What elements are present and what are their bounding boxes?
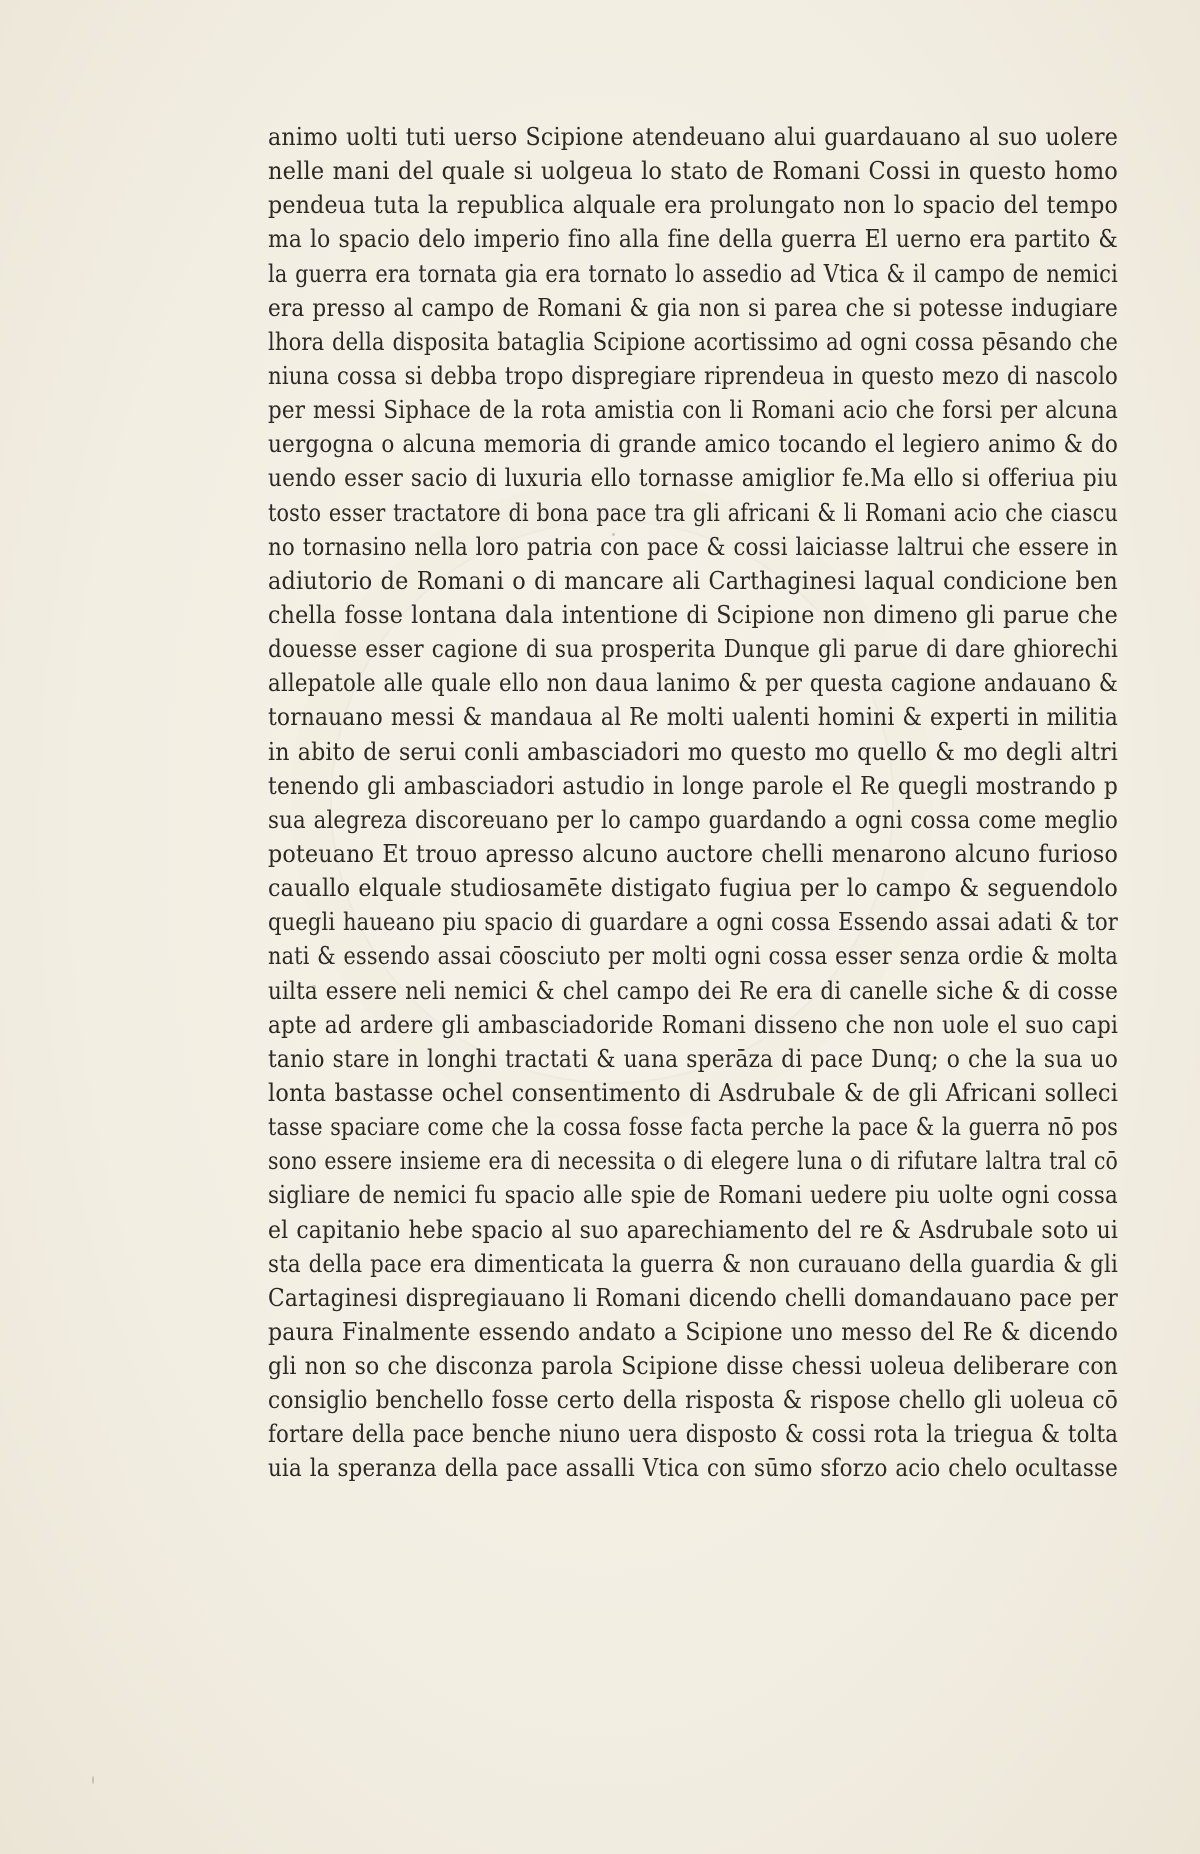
text-line: gli non so che disconza parola Scipione disse chessi uoleua deliberare con bbox=[268, 1352, 1119, 1381]
text-line: ma lo spacio delo imperio fino alla fine della guerra El uerno era partito & bbox=[268, 225, 1119, 254]
text-line: consiglio benchello fosse certo della risposta & rispose chello gli uoleua cō bbox=[268, 1386, 1119, 1415]
text-line: nelle mani del quale si uolgeua lo stato de Romani Cossi in questo homo bbox=[268, 157, 1119, 186]
text-line: tornauano messi & mandaua al Re molti ualenti homini & experti in militia bbox=[268, 703, 1119, 732]
text-line: uia la speranza della pace assalli Vtica con sūmo sforzo acio chelo ocultasse bbox=[268, 1454, 1118, 1483]
text-line: douesse esser cagione di sua prosperita Dunque gli parue di dare ghiorechi bbox=[268, 635, 1119, 664]
text-line: uendo esser sacio di luxuria ello tornasse amiglior fe.Ma ello si offeriua piu bbox=[268, 464, 1119, 493]
paper-speck bbox=[92, 1776, 94, 1784]
text-line: sigliare de nemici fu spacio alle spie de Romani uedere piu uolte ogni cossa bbox=[268, 1181, 1118, 1210]
text-line: chella fosse lontana dala intentione di Scipione non dimeno gli parue che bbox=[268, 600, 1119, 629]
text-line: pendeua tuta la republica alquale era prolungato non lo spacio del tempo bbox=[268, 191, 1118, 220]
text-line: cauallo elquale studiosamēte distigato fugiua per lo campo & seguendolo bbox=[268, 874, 1118, 903]
body-text bbox=[268, 120, 1118, 1486]
text-line: era presso al campo de Romani & gia non si parea che si potesse indugiare bbox=[268, 293, 1118, 322]
text-line: sta della pace era dimenticata la guerra & non curauano della guardia & gli bbox=[268, 1249, 1118, 1278]
text-line: sua alegreza discoreuano per lo campo guardando a ogni cossa come meglio bbox=[268, 805, 1119, 834]
text-line: apte ad ardere gli ambasciadoride Romani disseno che non uole el suo capi bbox=[268, 1010, 1119, 1039]
text-line: tenendo gli ambasciadori astudio in longe parole el Re quegli mostrando p bbox=[268, 771, 1119, 800]
text-line: nati & essendo assai cōosciuto per molti ogni cossa esser senza ordie & molta bbox=[268, 942, 1119, 971]
text-line: animo uolti tuti uerso Scipione atendeuano alui guardauano al suo uolere bbox=[268, 123, 1119, 151]
text-line: fortare della pace benche niuno uera disposto & cossi rota la triegua & tolta bbox=[268, 1420, 1119, 1449]
text-line: niuna cossa si debba tropo dispregiare riprendeua in questo mezo di nascolo bbox=[268, 361, 1118, 390]
text-line: sono essere insieme era di necessita o di elegere luna o di rifutare laltra tral cō bbox=[268, 1147, 1118, 1176]
text-line: in abito de serui conli ambasciadori mo questo mo quello & mo degli altri bbox=[268, 737, 1118, 766]
text-line: lhora della disposita bataglia Scipione acortissimo ad ogni cossa pēsando che bbox=[268, 327, 1118, 356]
text-line: per messi Siphace de la rota amistia con li Romani acio che forsi per alcuna bbox=[268, 396, 1119, 425]
text-line: el capitanio hebe spacio al suo aparechiamento del re & Asdrubale soto ui bbox=[268, 1215, 1119, 1244]
text-line: uilta essere neli nemici & chel campo dei Re era di canelle siche & di cosse bbox=[268, 976, 1118, 1005]
text-line: lonta bastasse ochel consentimento di Asdrubale & de gli Africani solleci bbox=[268, 1078, 1119, 1107]
text-line: la guerra era tornata gia era tornato lo assedio ad Vtica & il campo de nemici bbox=[268, 259, 1118, 288]
text-line: Cartaginesi dispregiauano li Romani dicendo chelli domandauano pace per bbox=[268, 1283, 1118, 1312]
text-line: tosto esser tractatore di bona pace tra gli africani & li Romani acio che ciascu bbox=[268, 498, 1118, 527]
text-line: quegli haueano piu spacio di guardare a ogni cossa Essendo assai adati & tor bbox=[268, 908, 1119, 937]
text-line: tanio stare in longhi tractati & uana sperāza di pace Dunq; o che la sua uo bbox=[268, 1044, 1118, 1073]
text-line: paura Finalmente essendo andato a Scipione uno messo del Re & dicendo bbox=[268, 1317, 1119, 1346]
text-line: uergogna o alcuna memoria di grande amico tocando el legiero animo & do bbox=[268, 430, 1119, 459]
text-line: allepatole alle quale ello non daua lanimo & per questa cagione andauano & bbox=[268, 669, 1118, 698]
text-line: adiutorio de Romani o di mancare ali Carthaginesi laqual condicione ben bbox=[268, 566, 1118, 595]
text-line: tasse spaciare come che la cossa fosse facta perche la pace & la guerra nō pos bbox=[268, 1113, 1118, 1142]
text-line: poteuano Et trouo apresso alcuno auctore chelli menarono alcuno furioso bbox=[268, 839, 1118, 868]
text-line: no tornasino nella loro patria con pace & cossi laiciasse laltrui che essere in bbox=[268, 532, 1118, 561]
